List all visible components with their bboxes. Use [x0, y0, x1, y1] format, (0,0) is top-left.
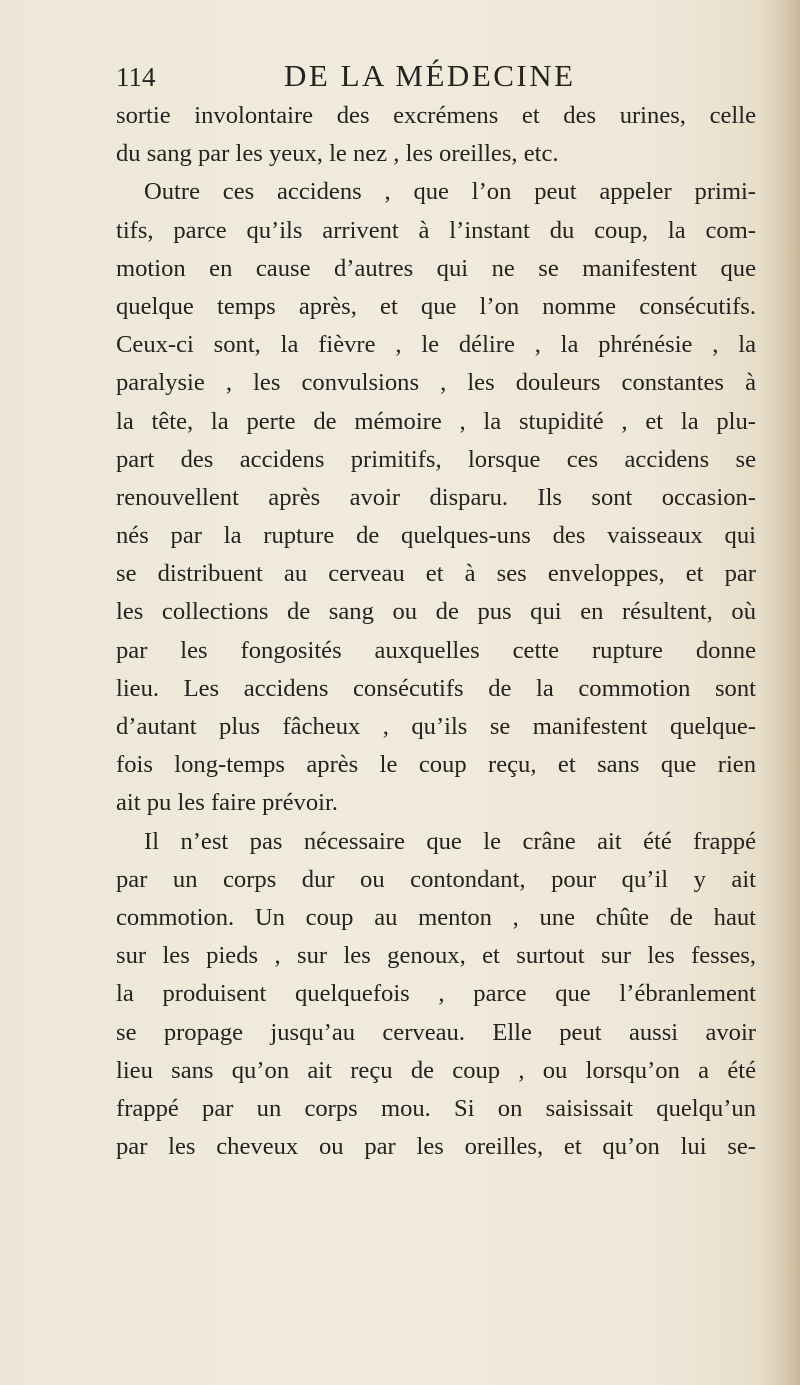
text-line: renouvellent après avoir disparu. Ils sont occasion-: [116, 483, 756, 511]
text-line: sur les pieds , sur les genoux, et surtout sur les fesses,: [116, 942, 756, 970]
text-line: commotion. Un coup au menton , une chûte de haut: [116, 903, 756, 931]
text-line: fois long-temps après le coup reçu, et sans que rien: [116, 751, 756, 779]
text-line: nés par la rupture de quelques-uns des vaisseaux qui: [116, 522, 756, 550]
text-line: lieu. Les accidens consécutifs de la commotion sont: [116, 674, 756, 702]
text-line: Outre ces accidens , que l’on peut appeler primi-: [144, 178, 756, 206]
text-line: du sang par les yeux, le nez , les oreilles, etc.: [116, 140, 559, 168]
text-line: les collections de sang ou de pus qui en résultent, où: [116, 598, 756, 626]
text-line: quelque temps après, et que l’on nomme consécutifs.: [116, 292, 756, 320]
text-line: d’autant plus fâcheux , qu’ils se manifestent quelque-: [116, 713, 756, 740]
text-line: sortie involontaire des excrémens et des urines, celle: [116, 102, 756, 129]
text-line: tifs, parce qu’ils arrivent à l’instant du coup, la com-: [116, 216, 756, 244]
text-line: lieu sans qu’on ait reçu de coup , ou lorsqu’on a été: [116, 1056, 756, 1084]
text-line: ait pu les faire prévoir.: [116, 789, 338, 817]
body-text: [116, 97, 756, 1166]
text-line: motion en cause d’autres qui ne se manifestent que: [116, 254, 756, 282]
text-line: Ceux-ci sont, la fièvre , le délire , la phrénésie , la: [116, 331, 756, 359]
text-line: frappé par un corps mou. Si on saisissait quelqu’un: [116, 1094, 756, 1122]
text-line: paralysie , les convulsions , les douleurs constantes à: [116, 369, 756, 397]
text-line: par les fongosités auxquelles cette rupture donne: [116, 636, 756, 664]
text-line: par un corps dur ou contondant, pour qu’il y ait: [116, 865, 756, 893]
text-line: Il n’est pas nécessaire que le crâne ait été frappé: [144, 827, 756, 855]
text-line: par les cheveux ou par les oreilles, et qu’on lui se-: [116, 1133, 756, 1161]
text-line: se distribuent au cerveau et à ses enveloppes, et par: [116, 560, 756, 588]
text-line: la tête, la perte de mémoire , la stupidité , et la plu-: [116, 407, 756, 435]
running-head: DE LA MÉDECINE: [284, 58, 576, 93]
text-line: la produisent quelquefois , parce que l’ébranlement: [116, 980, 756, 1008]
page-edge-shadow: [760, 0, 800, 1385]
page-number: 114: [116, 62, 156, 92]
page-header: [116, 58, 736, 98]
text-line: se propage jusqu’au cerveau. Elle peut aussi avoir: [116, 1018, 756, 1046]
text-line: part des accidens primitifs, lorsque ces accidens se: [116, 445, 756, 473]
